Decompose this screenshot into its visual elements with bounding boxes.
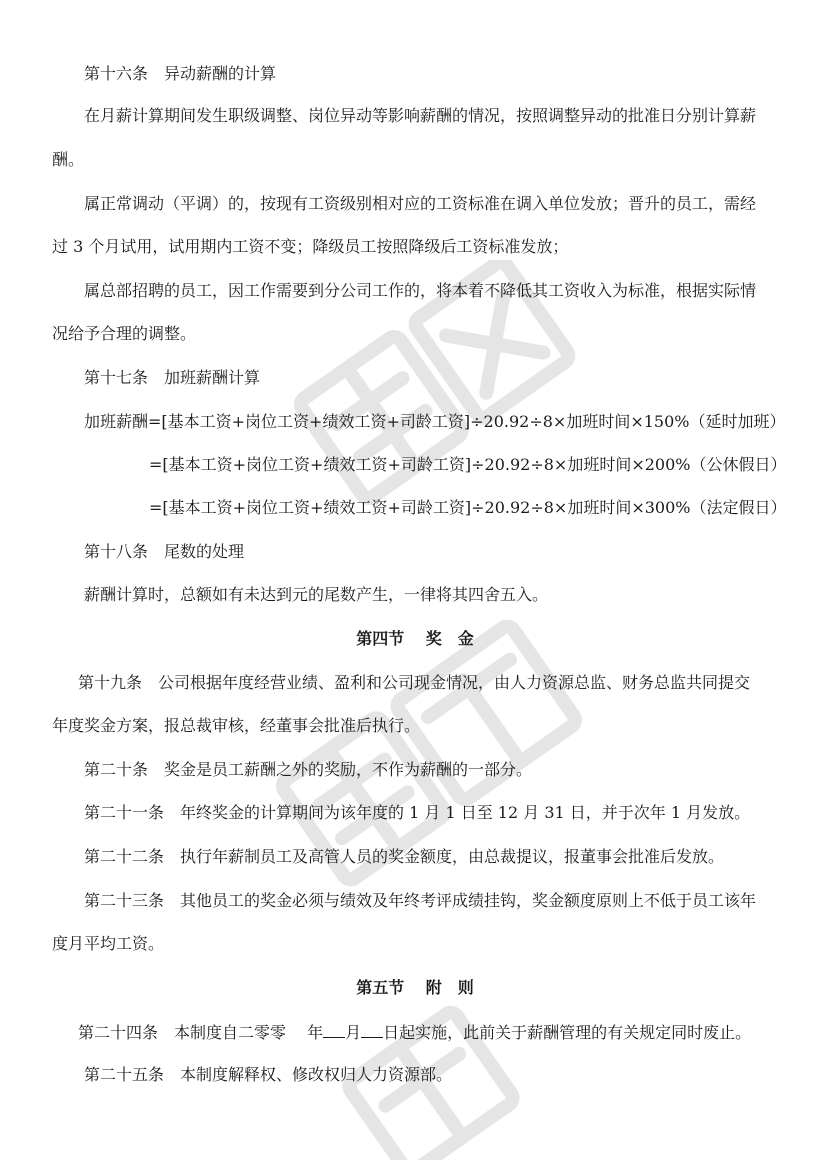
article-16-title: 第十六条 异动薪酬的计算 xyxy=(84,64,277,83)
article-25: 第二十五条 本制度解释权、修改权归人力资源部。 xyxy=(84,1065,453,1084)
article-23-line-1: 第二十三条 其他员工的奖金必须与绩效及年终考评成绩挂钩，奖金额度原则上不低于员工该年 xyxy=(84,891,757,910)
article-16-para-3-line-2: 况给予合理的调整。 xyxy=(52,324,197,343)
article-22: 第二十二条 执行年薪制员工及高管人员的奖金额度，由总裁提议，报董事会批准后发放。 xyxy=(84,847,725,866)
article-24-text-start: 第二十四条 本制度自二零零 年 xyxy=(78,1023,324,1042)
month-blank xyxy=(323,1021,345,1038)
article-21: 第二十一条 年终奖金的计算期间为该年度的 1 月 1 日至 12 月 31 日，并于次年 1 月发放。 xyxy=(84,803,751,822)
article-19-line-2: 年度奖金方案，报总裁审核，经董事会批准后执行。 xyxy=(52,716,421,735)
day-blank xyxy=(361,1021,383,1038)
section-5-heading: 第五节 附 则 xyxy=(356,978,474,997)
article-16-para-1-line-2: 酬。 xyxy=(52,150,85,169)
article-17-title: 第十七条 加班薪酬计算 xyxy=(84,368,261,387)
article-24-text-end: 日起实施，此前关于薪酬管理的有关规定同时废止。 xyxy=(383,1023,752,1042)
article-19-line-1: 第十九条 公司根据年度经营业绩、盈利和公司现金情况，由人力资源总监、财务总监共同提交 xyxy=(78,673,751,692)
article-24-month-label: 月 xyxy=(345,1023,362,1042)
section-4-heading: 第四节 奖 金 xyxy=(356,629,474,648)
overtime-formula-3: =[基本工资+岗位工资+绩效工资+司龄工资]÷20.92÷8×加班时间×300%（法定假日） xyxy=(149,498,787,517)
overtime-formula-2: =[基本工资+岗位工资+绩效工资+司龄工资]÷20.92÷8×加班时间×200%（公休假日） xyxy=(149,455,787,474)
article-20: 第二十条 奖金是员工薪酬之外的奖励，不作为薪酬的一部分。 xyxy=(84,760,533,779)
article-18-title: 第十八条 尾数的处理 xyxy=(84,542,245,561)
article-23-line-2: 度月平均工资。 xyxy=(52,934,165,953)
overtime-formula-1: 加班薪酬=[基本工资+岗位工资+绩效工资+司龄工资]÷20.92÷8×加班时间×150%（延时加班） xyxy=(84,412,786,431)
article-16-para-3-line-1: 属总部招聘的员工，因工作需要到分公司工作的，将本着不降低其工资收入为标准，根据实际情 xyxy=(84,281,757,300)
article-16-para-1-line-1: 在月薪计算期间发生职级调整、岗位异动等影响薪酬的情况，按照调整异动的批准日分别计算薪 xyxy=(84,106,757,125)
article-16-para-2-line-1: 属正常调动（平调）的，按现有工资级别相对应的工资标准在调入单位发放；晋升的员工，需经 xyxy=(84,194,757,213)
article-16-para-2-line-2: 过 3 个月试用，试用期内工资不变；降级员工按照降级后工资标准发放； xyxy=(52,237,569,256)
article-24 xyxy=(78,1021,751,1043)
article-18-para: 薪酬计算时，总额如有未达到元的尾数产生，一律将其四舍五入。 xyxy=(84,585,549,604)
